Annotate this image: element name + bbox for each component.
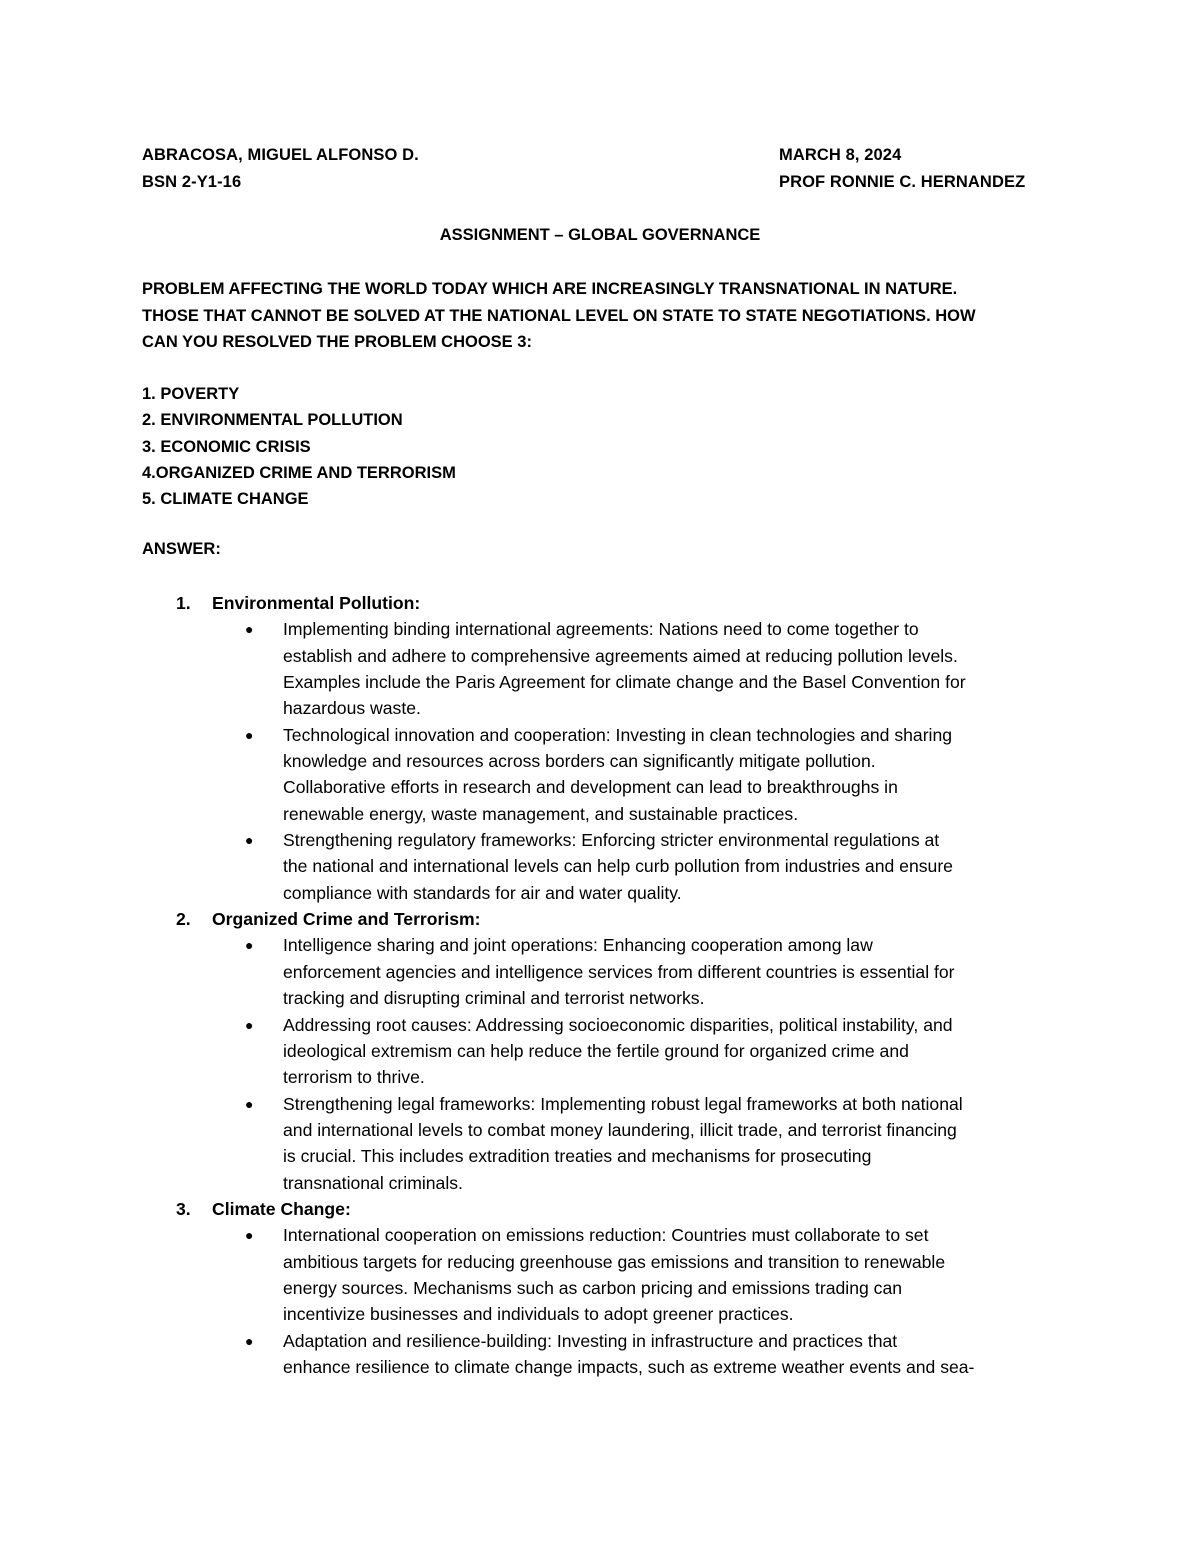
bullet-line: renewable energy, waste management, and sustainable practices. (283, 803, 799, 824)
answer-bullet (142, 1222, 1062, 1327)
student-name: ABRACOSA, MIGUEL ALFONSO D. (142, 146, 419, 164)
bullet-line: incentivize businesses and individuals to adopt greener practices. (283, 1304, 794, 1325)
bullet-dot-icon: ● (245, 1227, 254, 1244)
bullet-dot-icon: ● (245, 1095, 254, 1112)
answer-topic-number: 1. (176, 593, 191, 613)
bullet-line: Strengthening legal frameworks: Implementing robust legal frameworks at both national (283, 1093, 963, 1114)
bullet-line: is crucial. This includes extradition treaties and mechanisms for prosecuting (283, 1146, 872, 1167)
bullet-line: Strengthening regulatory frameworks: Enforcing stricter environmental regulations at (283, 830, 940, 851)
bullet-line: Adaptation and resilience-building: Investing in infrastructure and practices that (283, 1330, 898, 1351)
header-row-1 (142, 146, 1042, 165)
bullet-line: establish and adhere to comprehensive agreements aimed at reducing pollution levels. (283, 645, 958, 666)
answer-topic-number: 2. (176, 909, 191, 930)
bullet-line: Examples include the Paris Agreement for climate change and the Basel Convention for (283, 672, 966, 693)
question-text (142, 276, 1062, 356)
answer-bullet (142, 827, 1062, 906)
bullet-line: Technological innovation and cooperation: Investing in clean technologies and sharing (283, 724, 953, 745)
choice-item: 3. ECONOMIC CRISIS (142, 437, 311, 456)
bullet-line: Intelligence sharing and joint operations: Enhancing cooperation among law (283, 935, 873, 956)
choice-item: 5. CLIMATE CHANGE (142, 490, 309, 509)
answer-list (142, 590, 1062, 1380)
answer-topic-heading: Environmental Pollution: (212, 593, 421, 613)
choice-item: 2. ENVIRONMENTAL POLLUTION (142, 411, 403, 430)
bullet-dot-icon: ● (245, 1332, 254, 1349)
bullet-dot-icon: ● (245, 1016, 254, 1033)
bullet-line: ideological extremism can help reduce the fertile ground for organized crime and (283, 1040, 909, 1061)
bullet-line: compliance with standards for air and water quality. (283, 882, 682, 903)
bullet-line: International cooperation on emissions reduction: Countries must collaborate to set (283, 1225, 929, 1246)
question-line: THOSE THAT CANNOT BE SOLVED AT THE NATIONAL LEVEL ON STATE TO STATE NEGOTIATIONS. HOW (142, 306, 976, 325)
answer-topic-heading: Climate Change: (212, 1198, 351, 1219)
bullet-line: hazardous waste. (283, 698, 421, 719)
choice-item: 4.ORGANIZED CRIME AND TERRORISM (142, 463, 456, 482)
answer-bullet (142, 932, 1062, 1011)
bullet-line: Implementing binding international agreements: Nations need to come together to (283, 619, 919, 640)
answer-topic (142, 590, 1062, 616)
answer-topic-heading: Organized Crime and Terrorism: (212, 909, 481, 930)
bullet-line: Addressing root causes: Addressing socioeconomic disparities, political instability, and (283, 1014, 953, 1035)
assignment-date: MARCH 8, 2024 (779, 146, 902, 164)
bullet-dot-icon: ● (245, 621, 254, 638)
bullet-dot-icon: ● (245, 832, 254, 849)
bullet-line: transnational criminals. (283, 1172, 463, 1193)
answer-topic (142, 1196, 1062, 1222)
bullet-line: tracking and disrupting criminal and terrorist networks. (283, 988, 705, 1009)
answer-label: ANSWER: (142, 540, 221, 558)
bullet-line: the national and international levels can help curb pollution from industries and ensure (283, 856, 953, 877)
bullet-line: knowledge and resources across borders can significantly mitigate pollution. (283, 751, 876, 772)
question-line: CAN YOU RESOLVED THE PROBLEM CHOOSE 3: (142, 333, 532, 351)
bullet-line: enhance resilience to climate change impacts, such as extreme weather events and sea- (283, 1356, 975, 1377)
answer-topic (142, 906, 1062, 932)
answer-bullet (142, 616, 1062, 721)
bullet-line: Collaborative efforts in research and development can lead to breakthroughs in (283, 777, 898, 798)
bullet-dot-icon: ● (245, 937, 254, 954)
bullet-line: terrorism to thrive. (283, 1067, 425, 1088)
answer-bullet (142, 722, 1062, 827)
answer-topic-number: 3. (176, 1198, 191, 1219)
choice-item: 1. POVERTY (142, 385, 240, 403)
page-title: ASSIGNMENT – GLOBAL GOVERNANCE (439, 226, 761, 244)
professor-name: PROF RONNIE C. HERNANDEZ (779, 173, 1026, 191)
header-row-2 (142, 173, 1042, 192)
bullet-dot-icon: ● (245, 726, 254, 743)
bullet-line: enforcement agencies and intelligence services from different countries is essential for (283, 961, 955, 982)
answer-bullet (142, 1091, 1062, 1196)
bullet-line: ambitious targets for reducing greenhouse gas emissions and transition to renewable (283, 1251, 946, 1272)
answer-bullet (142, 1328, 1062, 1381)
bullet-line: and international levels to combat money laundering, illicit trade, and terrorist financing (283, 1119, 957, 1140)
answer-bullet (142, 1012, 1062, 1091)
bullet-line: energy sources. Mechanisms such as carbon pricing and emissions trading can (283, 1277, 903, 1298)
question-line: PROBLEM AFFECTING THE WORLD TODAY WHICH ARE INCREASINGLY TRANSNATIONAL IN NATURE. (142, 280, 958, 298)
choice-list (142, 381, 456, 512)
student-section: BSN 2-Y1-16 (142, 173, 242, 191)
